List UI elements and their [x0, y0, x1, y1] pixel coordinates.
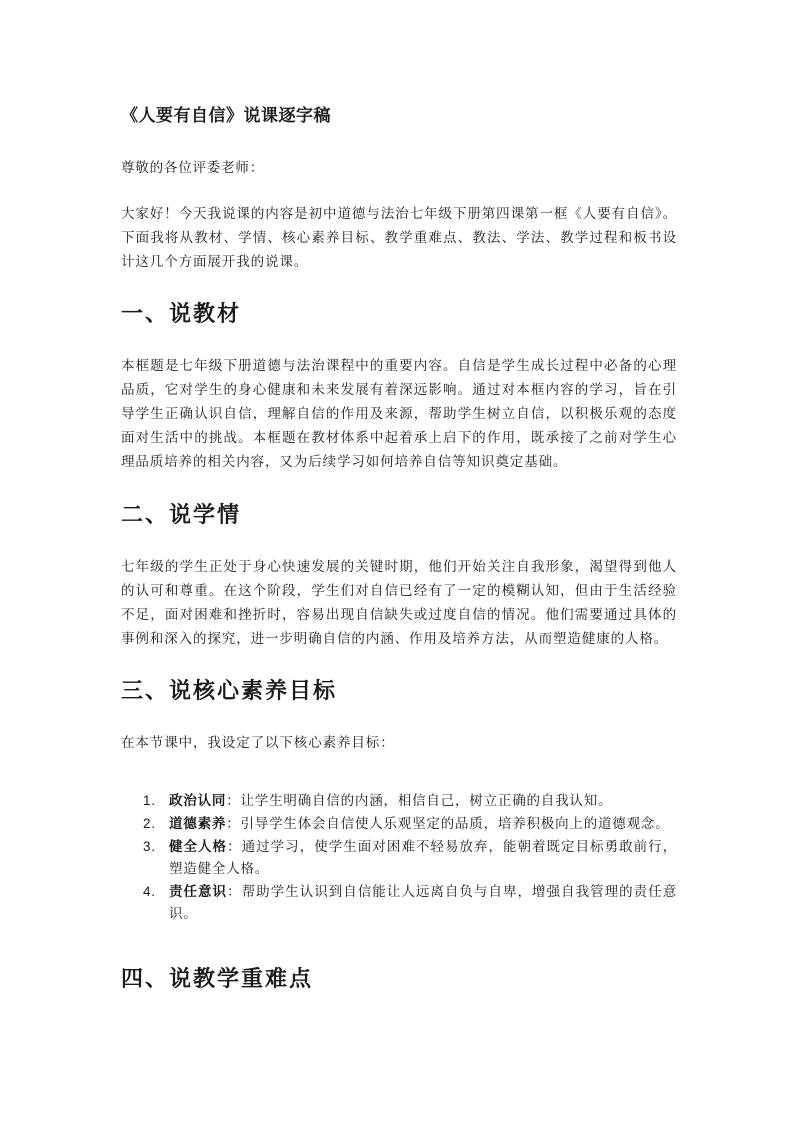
list-item-label: 道德素养: [169, 815, 227, 832]
list-item: [121, 813, 677, 835]
document-title: 《人要有自信》说课逐字稿: [121, 106, 331, 126]
list-item-label: 健全人格: [169, 838, 228, 855]
list-item: [121, 836, 677, 880]
intro-paragraph: 大家好！今天我说课的内容是初中道德与法治七年级下册第四课第一框《人要有自信》。下面我将从教材、学情、核心素养目标、教学重难点、教法、学法、教学过程和板书设计这几个方面展开我的说课。: [121, 206, 677, 271]
list-item-number: 3.: [143, 838, 156, 854]
list-item: [121, 790, 677, 812]
section-paragraph-goals: 在本节课中，我设定了以下核心素养目标：: [121, 735, 395, 752]
list-item-text: ：帮助学生认识到自信能让人远离自负与自卑，增强自我管理的责任意识。: [169, 883, 677, 922]
list-item-label: 责任意识: [169, 883, 228, 900]
document-body: [121, 104, 677, 995]
section-heading-key-points: 四、说教学重难点: [121, 966, 314, 992]
list-item-text: ：让学生明确自信的内涵，相信自己，树立正确的自我认知。: [226, 792, 613, 809]
goal-list: [121, 790, 677, 925]
section-heading-textbook: 一、说教材: [121, 301, 242, 327]
list-item-text: ：通过学习，使学生面对困难不轻易放弃，能朝着既定目标勇敢前行，塑造健全人格。: [169, 838, 677, 877]
list-item-text: ：引导学生体会自信使人乐观坚定的品质，培养积极向上的道德观念。: [226, 815, 670, 832]
greeting: 尊敬的各位评委老师：: [121, 160, 264, 176]
section-paragraph-students: 七年级的学生正处于身心快速发展的关键时期，他们开始关注自我形象，渴望得到他人的认可和尊重。在这个阶段，学生们对自信已经有了一定的模糊认知，但由于生活经验不足，面对困难和挫折时，容易出现自信缺失或过度自信的情况。他们需要通过具体的事例和深入的探究，进一步明确自信的内涵、作用及培养方法，从而塑造健康的人格。: [121, 558, 677, 648]
section-heading-goals: 三、说核心素养目标: [121, 679, 338, 705]
list-item-number: 1.: [143, 792, 156, 808]
list-item-number: 2.: [143, 815, 156, 831]
list-item-number: 4.: [143, 883, 156, 899]
section-heading-students: 二、说学情: [121, 502, 242, 528]
list-item: [121, 881, 677, 925]
section-paragraph-textbook: 本框题是七年级下册道德与法治课程中的重要内容。自信是学生成长过程中必备的心理品质，它对学生的身心健康和未来发展有着深远影响。通过对本框内容的学习，旨在引导学生正确认识自信，理解自信的作用及来源，帮助学生树立自信，以积极乐观的态度面对生活中的挑战。本框题在教材体系中起着承上启下的作用，既承接了之前对学生心理品质培养的相关内容，又为后续学习如何培养自信等知识奠定基础。: [121, 357, 677, 471]
list-item-label: 政治认同: [169, 792, 227, 809]
